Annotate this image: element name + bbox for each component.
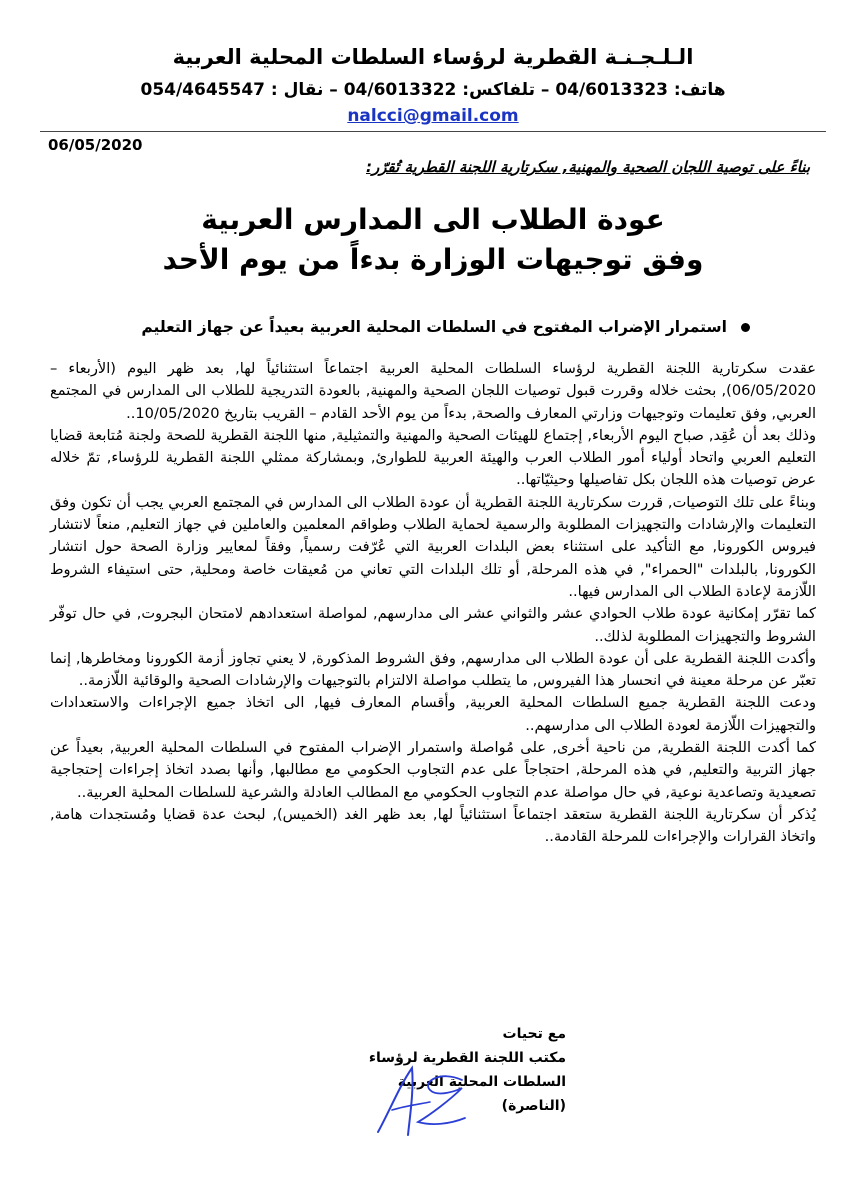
signature-location: (الناصرة) — [501, 1098, 566, 1114]
paragraph: وذلك بعد أن عُقِد, صباح اليوم الأربعاء, إجتماع للهيئات الصحية والمهنية والتمثيلية, منها اللجنة القطرية للصحة ولجنة مُتابعة قضايا التعليم العربي واتحاد أولياء أمور الطلاب العرب والهيئة العربية للطوارئ, وبمشاركة ممثلي اللجنة القطرية للرؤساء, تمّ خلاله عرض توصيات هذه اللجان بكل تفاصيلها وحيثيّاتها.. — [50, 426, 816, 489]
contact-line: هاتف: 04/6013323 – تلفاكس: 04/6013322 – نقال : 054/4645547 — [140, 80, 726, 100]
title-line-1: عودة الطلاب الى المدارس العربية — [201, 203, 665, 236]
paragraph: كما تقرّر إمكانية عودة طلاب الحوادي عشر والثواني عشر الى مدارسهم, لمواصلة استعدادهم لامتحان البجروت, في حال توفّر الشروط والتجهيزات المطلوبة لذلك.. — [50, 605, 816, 645]
paragraph: عقدت سكرتارية اللجنة القطرية لرؤساء السلطات المحلية العربية اجتماعاً استثنائياً لها, بعد ظهر اليوم (الأربعاء – 06/05/2020), بحثت خلاله وقررت قبول توصيات اللجان الصحية والمهنية, بالعودة التدريجية للطلاب الى المدارس في المجتمع العربي, وفق تعليمات وتوجيهات وزارتي المعارف والصحة, بدءاً من يوم الأحد القادم – القريب بتاريخ 10/05/2020.. — [50, 360, 816, 422]
document-date: 06/05/2020 — [48, 136, 143, 154]
letterhead — [60, 42, 806, 128]
body-text — [50, 358, 816, 849]
paragraph: وأكدت اللجنة القطرية على أن عودة الطلاب الى مدارسهم, وفق الشروط المذكورة, لا يعني تجاوز أزمة الكورونا ومخاطرها, إنما تعبّر عن مرحلة معينة في انحسار هذا الفيروس, ما يتطلب مواصلة الالتزام بالتوجيهات والإرشادات الصحية والوقائية اللّازمة.. — [50, 649, 816, 690]
paragraph: وبناءً على تلك التوصيات, قررت سكرتارية اللجنة القطرية أن عودة الطلاب الى المدارس في المجتمع العربي يجب أن تكون وفق التعليمات والإرشادات والتجهيزات المطلوبة والرسمية لحماية الطلاب وطواقم المعلمين والعاملين في جهاز التعليم, منعاً لانتشار فيروس الكورونا, مع التأكيد على استثناء بعض البلدات العربية التي عُرّفت رسمياً, وفقاً لمعايير وزارة الصحة حول انتشار الكورونا, بالبلدات "الحمراء", في هذه المرحلة, أو تلك البلدات التي تعاني من مُعيقات خاصة ومحلية, حتى استيفاء الشروط اللّازمة لإعادة الطلاب الى المدارس فيها.. — [50, 493, 816, 600]
email-link[interactable]: nalcci@gmail.com — [347, 106, 519, 126]
bullet-text: استمرار الإضراب المفتوح في السلطات المحلية العربية بعيداً عن جهاز التعليم — [141, 318, 727, 336]
bullet-icon — [741, 323, 750, 332]
paragraph: ودعت اللجنة القطرية جميع السلطات المحلية العربية, وأقسام المعارف فيها, الى اتخاذ جميع الإجراءات والاستعدادات والتجهيزات اللّازمة لعودة الطلاب الى مدارسهم.. — [50, 694, 816, 734]
bullet-point — [40, 318, 810, 336]
paragraph: كما أكدت اللجنة القطرية, من ناحية أخرى, على مُواصلة واستمرار الإضراب المفتوح في السلطات المحلية العربية, بعيداً عن جهاز التربية والتعليم, في هذه المرحلة, احتجاجاً على عدم التجاوب الحكومي مع مطالبها, وأنها بصدد اتخاذ إجراءات إحتجاجية تصعيدية وتصاعدية نوعية, في حال مواصلة عدم التجاوب الحكومي مع المطالب العادلة والشرعية للسلطات المحلية العربية.. — [50, 739, 816, 801]
signature-office: مكتب اللجنة القطرية لرؤساء — [368, 1050, 566, 1066]
decision-heading: بناءً على توصية اللجان الصحية والمهنية, سكرتارية اللجنة القطرية تُقرّر: — [366, 158, 810, 176]
title-line-2: وفق توجيهات الوزارة بدءاً من يوم الأحد — [162, 243, 704, 276]
paragraph: يُذكر أن سكرتارية اللجنة القطرية ستعقد اجتماعاً استثنائياً لها, بعد ظهر الغد (الخميس), لبحث عدة قضايا ومُستجدات هامة, واتخاذ القرارات والإجراءات للمرحلة القادمة.. — [50, 805, 816, 846]
signature-org: السلطات المحلية العربية — [397, 1074, 566, 1090]
organization-name: الـلـجـنـة القطرية لرؤساء السلطات المحلية العربية — [172, 45, 694, 69]
signature-greeting: مع تحيات — [502, 1026, 566, 1042]
document-title — [40, 200, 826, 280]
handwritten-signature-icon — [370, 1060, 470, 1140]
header-divider — [40, 131, 826, 132]
